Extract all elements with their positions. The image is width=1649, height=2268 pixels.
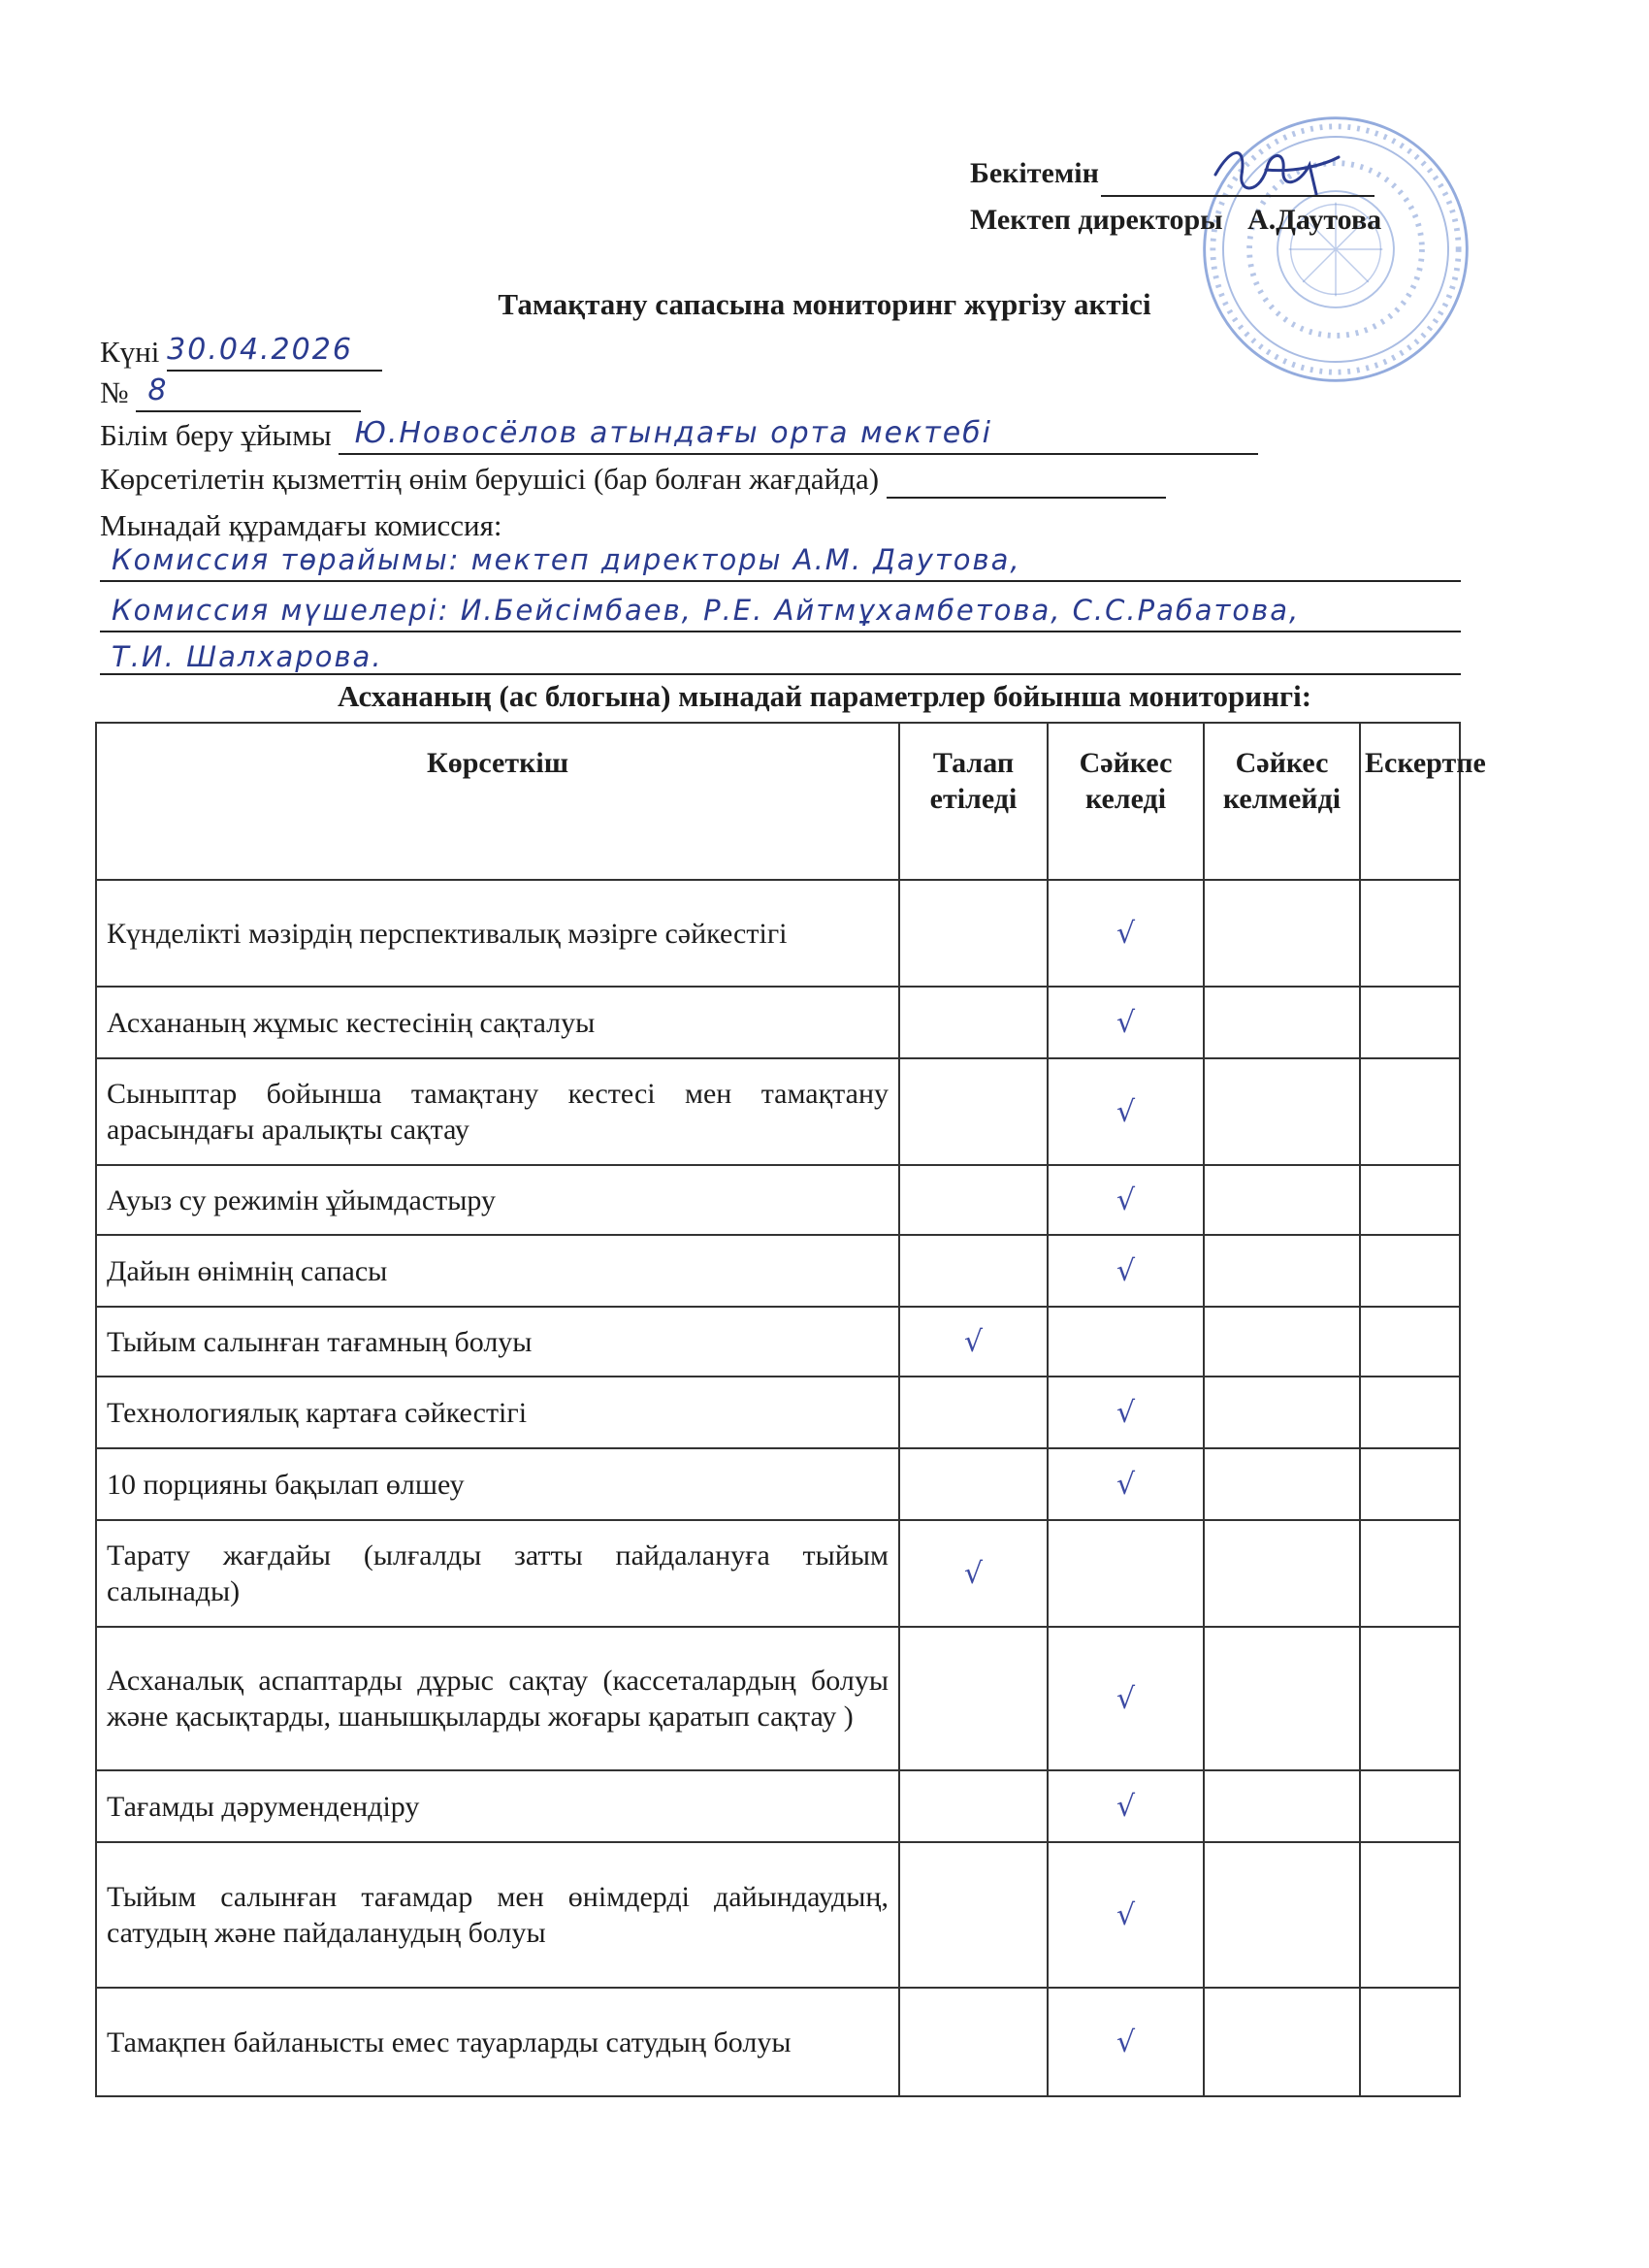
provider-underline (887, 468, 1166, 499)
indicator-cell: Тағамды дәрумендендіру (96, 1770, 899, 1842)
not-complies-cell (1204, 1235, 1360, 1307)
note-cell (1360, 1988, 1460, 2096)
complies-cell: √ (1048, 1770, 1204, 1842)
indicator-cell: Ауыз су режимін ұйымдастыру (96, 1165, 899, 1235)
note-cell (1360, 1058, 1460, 1165)
header-complies: Сәйкес келеді (1048, 723, 1204, 880)
organization-underline (339, 413, 1258, 455)
not-complies-cell (1204, 1377, 1360, 1448)
document-title: Тамақтану сапасына мониторинг жүргізу актісі (498, 287, 1151, 321)
required-cell (899, 987, 1048, 1058)
table-row (96, 1988, 1460, 2096)
commission-line-2: Комиссия мүшелері: И.Бейсімбаев, Р.Е. Айтмұхамбетова, С.С.Рабатова, (112, 594, 1301, 627)
commission-line-3: Т.И. Шалхарова. (112, 640, 383, 673)
note-cell (1360, 880, 1460, 987)
required-cell (899, 1377, 1048, 1448)
number-underline (136, 371, 361, 412)
required-cell (899, 1770, 1048, 1842)
complies-cell: √ (1048, 1377, 1204, 1448)
table-row (96, 1377, 1460, 1448)
table-row (96, 1058, 1460, 1165)
table-row (96, 1448, 1460, 1520)
required-cell (899, 1235, 1048, 1307)
indicator-cell: 10 порцияны бақылап өлшеу (96, 1448, 899, 1520)
required-cell (899, 1448, 1048, 1520)
required-cell: √ (899, 1307, 1048, 1377)
commission-label: Мынадай құрамдағы комиссия: (100, 508, 502, 542)
required-cell (899, 1165, 1048, 1235)
required-cell (899, 1058, 1048, 1165)
indicator-cell: Сыныптар бойынша тамақтану кестесі мен тамақтану арасындағы аралықты сақтау (96, 1058, 899, 1165)
date-label: Күні (100, 335, 160, 369)
not-complies-cell (1204, 1058, 1360, 1165)
not-complies-cell (1204, 987, 1360, 1058)
complies-cell: √ (1048, 1842, 1204, 1988)
table-header-row (96, 723, 1460, 880)
complies-cell: √ (1048, 1165, 1204, 1235)
complies-cell: √ (1048, 1235, 1204, 1307)
note-cell (1360, 1520, 1460, 1627)
not-complies-cell (1204, 880, 1360, 987)
required-cell (899, 880, 1048, 987)
header-not-complies: Сәйкес келмейді (1204, 723, 1360, 880)
required-cell (899, 1627, 1048, 1770)
not-complies-cell (1204, 1770, 1360, 1842)
header-required: Талап етіледі (899, 723, 1048, 880)
not-complies-cell (1204, 1165, 1360, 1235)
note-cell (1360, 1235, 1460, 1307)
commission-rule-3 (100, 673, 1461, 675)
approval-label: Бекітемін (970, 157, 1099, 189)
number-label: № (100, 375, 129, 409)
indicator-cell: Асхананың жұмыс кестесінің сақталуы (96, 987, 899, 1058)
indicator-cell: Тыйым салынған тағамның болуы (96, 1307, 899, 1377)
organization-value: Ю.Новосёлов атындағы орта мектебі (354, 416, 992, 450)
monitoring-table (95, 722, 1486, 2097)
not-complies-cell (1204, 1988, 1360, 2096)
commission-rule-2 (100, 631, 1461, 632)
note-cell (1360, 1307, 1460, 1377)
commission-line-1: Комиссия төрайымы: мектеп директоры А.М. Даутова, (112, 543, 1021, 576)
complies-cell: √ (1048, 1988, 1204, 2096)
signature-line (1101, 166, 1374, 197)
table-row (96, 1770, 1460, 1842)
complies-cell: √ (1048, 987, 1204, 1058)
indicator-cell: Тамақпен байланысты емес тауарларды сатудың болуы (96, 1988, 899, 2096)
table-row (96, 1307, 1460, 1377)
complies-cell: √ (1048, 1448, 1204, 1520)
complies-cell (1048, 1520, 1204, 1627)
required-cell (899, 1988, 1048, 2096)
approval-block (970, 150, 1381, 243)
indicator-cell: Асханалық аспаптарды дұрыс сақтау (кассеталардың болуы және қасықтарды, шанышқыларды жоғары қаратып сақтау ) (96, 1627, 899, 1770)
table-row (96, 1235, 1460, 1307)
not-complies-cell (1204, 1842, 1360, 1988)
complies-cell (1048, 1307, 1204, 1377)
provider-label: Көрсетілетін қызметтің өнім берушісі (бар болған жағдайда) (100, 462, 880, 496)
note-cell (1360, 1842, 1460, 1988)
date-underline (167, 330, 382, 372)
date-field (100, 330, 382, 372)
note-cell (1360, 1377, 1460, 1448)
required-cell (899, 1842, 1048, 1988)
header-indicator: Көрсеткіш (96, 723, 899, 880)
not-complies-cell (1204, 1627, 1360, 1770)
complies-cell: √ (1048, 1627, 1204, 1770)
commission-rule-1 (100, 580, 1461, 582)
table-subtitle: Асхананың (ас блогына) мынадай параметрлер бойынша мониторингі: (337, 679, 1312, 713)
not-complies-cell (1204, 1307, 1360, 1377)
complies-cell: √ (1048, 880, 1204, 987)
note-cell (1360, 1165, 1460, 1235)
organization-label: Білім беру ұйымы (100, 418, 332, 452)
indicator-cell: Технологиялық картаға сәйкестігі (96, 1377, 899, 1448)
date-value: 30.04.2026 (167, 333, 353, 367)
note-cell (1360, 1448, 1460, 1520)
table-row (96, 1627, 1460, 1770)
director-name: А.Даутова (1247, 204, 1382, 236)
note-cell (1360, 1770, 1460, 1842)
organization-field (100, 413, 1258, 455)
required-cell: √ (899, 1520, 1048, 1627)
table-row (96, 880, 1460, 987)
table-row (96, 987, 1460, 1058)
indicator-cell: Күнделікті мәзірдің перспективалық мәзірге сәйкестігі (96, 880, 899, 987)
table-row (96, 1842, 1460, 1988)
table-row (96, 1520, 1460, 1627)
note-cell (1360, 987, 1460, 1058)
not-complies-cell (1204, 1520, 1360, 1627)
table-row (96, 1165, 1460, 1235)
not-complies-cell (1204, 1448, 1360, 1520)
note-cell (1360, 1627, 1460, 1770)
director-position: Мектеп директоры (970, 204, 1223, 236)
complies-cell: √ (1048, 1058, 1204, 1165)
indicator-cell: Тарату жағдайы (ылғалды затты пайдалануға тыйым салынады) (96, 1520, 899, 1627)
provider-field (100, 460, 1166, 499)
indicator-cell: Тыйым салынған тағамдар мен өнімдерді дайындаудың, сатудың және пайдаланудың болуы (96, 1842, 899, 1988)
number-value: 8 (147, 373, 169, 407)
header-note: Ескертпе (1360, 723, 1460, 880)
indicator-cell: Дайын өнімнің сапасы (96, 1235, 899, 1307)
number-field (100, 371, 361, 412)
